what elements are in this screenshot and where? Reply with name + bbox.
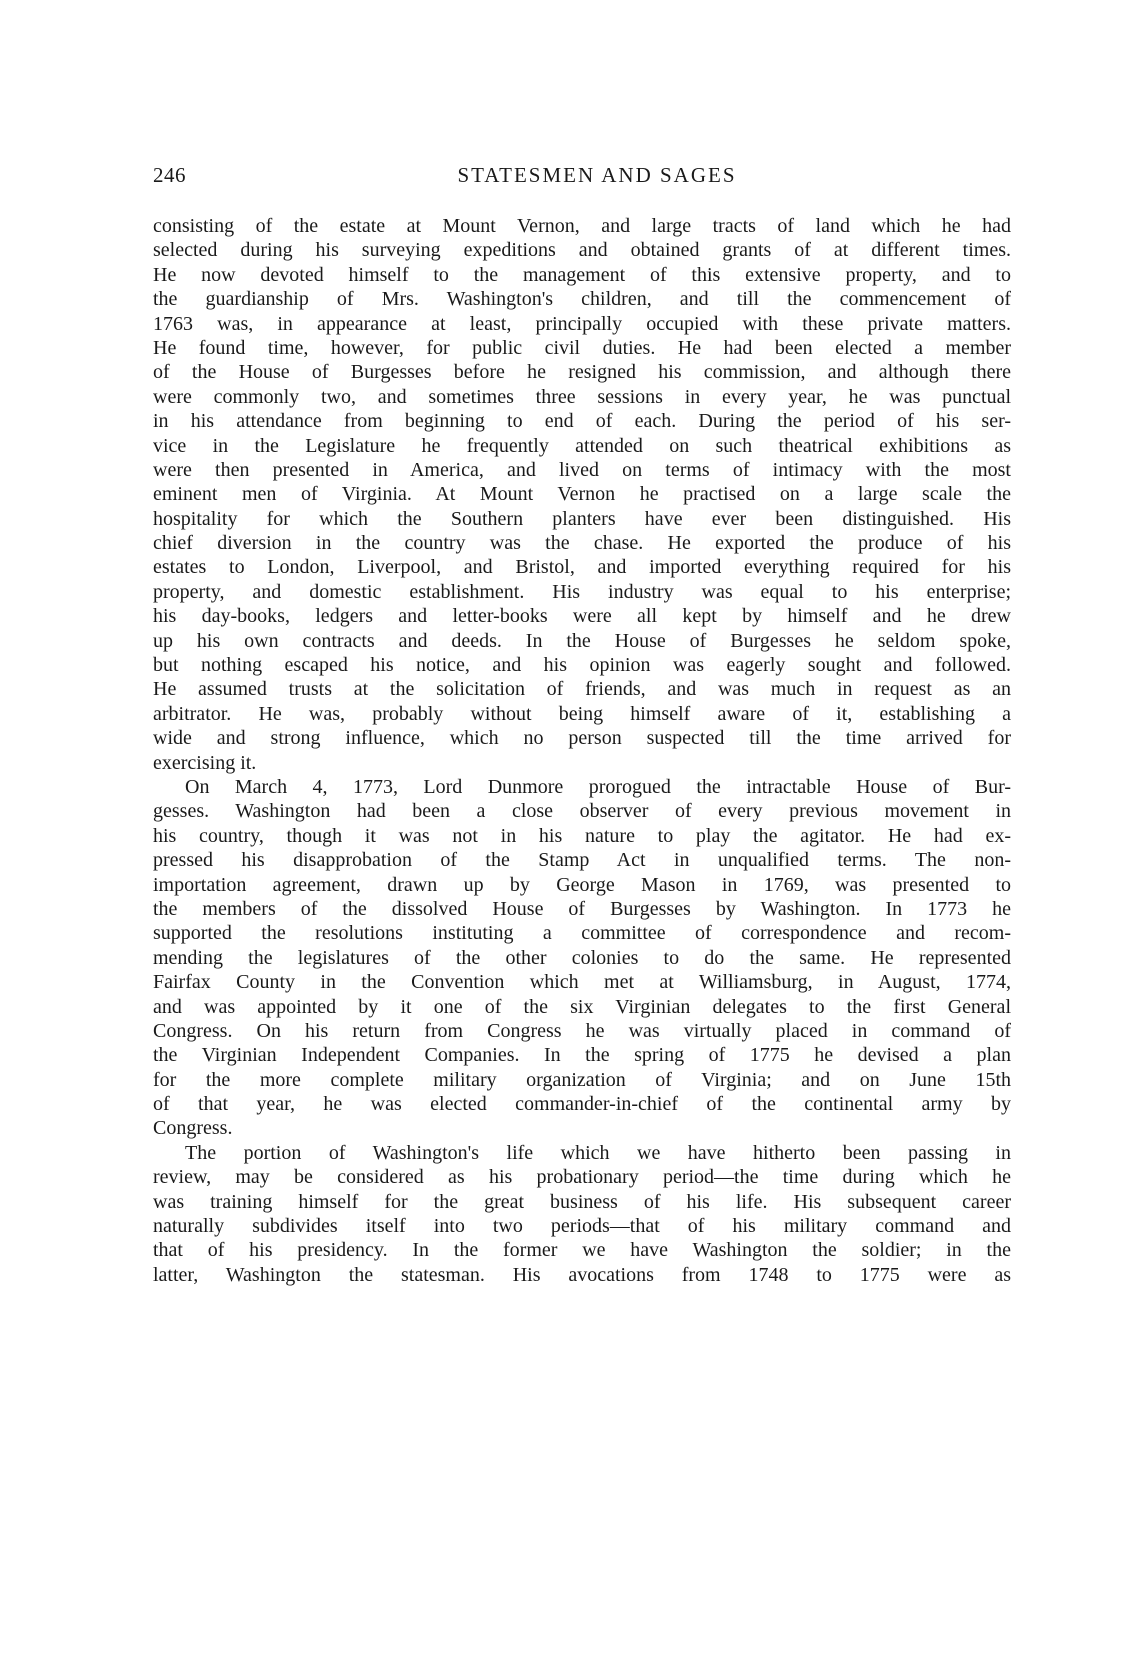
text-line: the members of the dissolved House of Burgesses by Washington. In 1773 he [153, 897, 1011, 920]
text-line: wide and strong influence, which no person suspected till the time arrived for [153, 727, 1011, 750]
text-line: On March 4, 1773, Lord Dunmore prorogued the intractable House of Bur- [185, 775, 1011, 798]
text-line: for the more complete military organization of Virginia; and on June 15th [153, 1068, 1011, 1091]
text-line: his country, though it was not in his nature to play the agitator. He had ex- [153, 824, 1011, 847]
text-line: supported the resolutions instituting a committee of correspondence and recom- [153, 922, 1011, 945]
text-line: and was appointed by it one of the six Virginian delegates to the first General [153, 995, 1011, 1018]
text-line: selected during his surveying expeditions and obtained grants of at different times. [153, 239, 1011, 262]
text-line: were commonly two, and sometimes three sessions in every year, he was punctual [153, 385, 1011, 408]
text-line: hospitality for which the Southern planters have ever been distinguished. His [153, 507, 1011, 530]
text-line: Fairfax County in the Convention which met at Williamsburg, in August, 1774, [153, 971, 1011, 994]
text-line: gesses. Washington had been a close observer of every previous movement in [153, 800, 1011, 823]
text-line: property, and domestic establishment. His industry was equal to his enterprise; [153, 580, 1011, 603]
text-line: exercising it. [153, 751, 257, 774]
text-line: but nothing escaped his notice, and his opinion was eagerly sought and followed. [153, 654, 1011, 677]
text-line: mending the legislatures of the other colonies to do the same. He represented [153, 946, 1011, 969]
text-line: vice in the Legislature he frequently attended on such theatrical exhibitions as [153, 434, 1011, 457]
text-line: the Virginian Independent Companies. In the spring of 1775 he devised a plan [153, 1044, 1011, 1067]
text-line: his day-books, ledgers and letter-books were all kept by himself and he drew [153, 605, 1011, 628]
text-line: pressed his disapprobation of the Stamp Act in unqualified terms. The non- [153, 849, 1011, 872]
page-number: 246 [153, 163, 186, 187]
text-line: that of his presidency. In the former we have Washington the soldier; in the [153, 1239, 1011, 1262]
text-line: importation agreement, drawn up by George Mason in 1769, was presented to [153, 873, 1011, 896]
text-line: eminent men of Virginia. At Mount Vernon he practised on a large scale the [153, 483, 1011, 506]
text-line: of that year, he was elected commander-in-chief of the continental army by [153, 1093, 1011, 1116]
text-line: The portion of Washington's life which we have hitherto been passing in [185, 1141, 1011, 1164]
text-line: He found time, however, for public civil duties. He had been elected a member [153, 336, 1011, 359]
text-line: He assumed trusts at the solicitation of friends, and was much in request as an [153, 678, 1011, 701]
text-line: arbitrator. He was, probably without being himself aware of it, establishing a [153, 702, 1011, 725]
text-line: naturally subdivides itself into two periods—that of his military command and [153, 1215, 1011, 1238]
text-line: were then presented in America, and lived on terms of intimacy with the most [153, 458, 1011, 481]
text-line: latter, Washington the statesman. His avocations from 1748 to 1775 were as [153, 1263, 1011, 1286]
text-line: review, may be considered as his probationary period—the time during which he [153, 1166, 1011, 1189]
text-line: the guardianship of Mrs. Washington's children, and till the commencement of [153, 288, 1011, 311]
text-line: Congress. On his return from Congress he was virtually placed in command of [153, 1019, 1011, 1042]
text-line: Congress. [153, 1117, 233, 1140]
text-line: of the House of Burgesses before he resigned his commission, and although there [153, 361, 1011, 384]
text-line: in his attendance from beginning to end of each. During the period of his ser- [153, 410, 1011, 433]
body-text [153, 214, 1011, 1287]
text-line: 1763 was, in appearance at least, principally occupied with these private matters. [153, 312, 1011, 335]
text-line: was training himself for the great business of his life. His subsequent career [153, 1190, 1011, 1213]
text-line: He now devoted himself to the management of this extensive property, and to [153, 263, 1011, 286]
running-head [153, 163, 1011, 193]
text-line: up his own contracts and deeds. In the House of Burgesses he seldom spoke, [153, 629, 1011, 652]
text-line: chief diversion in the country was the chase. He exported the produce of his [153, 532, 1011, 555]
text-line: estates to London, Liverpool, and Bristol, and imported everything required for his [153, 556, 1011, 579]
text-line: consisting of the estate at Mount Vernon, and large tracts of land which he had [153, 215, 1011, 237]
running-title: STATESMEN AND SAGES [457, 163, 737, 187]
